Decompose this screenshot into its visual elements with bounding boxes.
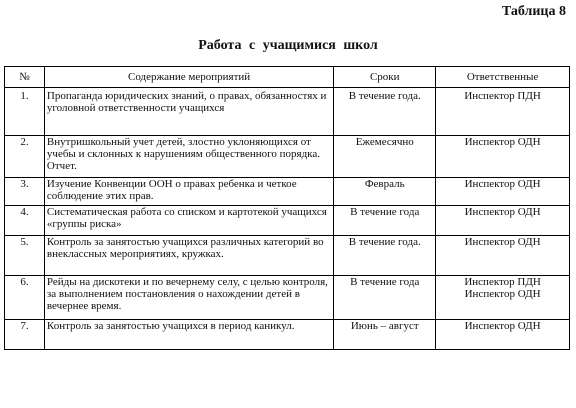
row-num: 2. bbox=[5, 136, 45, 178]
table-row bbox=[5, 206, 570, 236]
table-row bbox=[5, 236, 570, 276]
row-dates: В течение года. bbox=[334, 88, 436, 136]
row-content: Контроль за занятостью учащихся в период каникул. bbox=[44, 320, 333, 350]
row-responsible: Инспектор ОДН bbox=[436, 178, 570, 206]
row-responsible: Инспектор ОДН bbox=[436, 206, 570, 236]
header-num: № bbox=[5, 67, 45, 88]
row-responsible: Инспектор ПДН bbox=[436, 88, 570, 136]
row-content: Систематическая работа со списком и картотекой учащихся «группы риска» bbox=[44, 206, 333, 236]
row-content: Рейды на дискотеки и по вечернему селу, с целью контроля, за выполнением постановления о нахождении детей в вечернее время. bbox=[44, 276, 333, 320]
row-dates: Февраль bbox=[334, 178, 436, 206]
row-num: 4. bbox=[5, 206, 45, 236]
row-content: Изучение Конвенции ООН о правах ребенка и четкое соблюдение этих прав. bbox=[44, 178, 333, 206]
table-row bbox=[5, 88, 570, 136]
row-dates: В течение года bbox=[334, 206, 436, 236]
row-num: 5. bbox=[5, 236, 45, 276]
row-dates: Июнь – август bbox=[334, 320, 436, 350]
header-dates: Сроки bbox=[334, 67, 436, 88]
row-num: 1. bbox=[5, 88, 45, 136]
row-content: Пропаганда юридических знаний, о правах, обязанностях и уголовной ответственности учащихся bbox=[44, 88, 333, 136]
row-num: 3. bbox=[5, 178, 45, 206]
row-content: Контроль за занятостью учащихся различных категорий во внеклассных мероприятиях, кружках. bbox=[44, 236, 333, 276]
row-content: Внутришкольный учет детей, злостно уклоняющихся от учебы и склонных к нарушениям общественного порядка. Отчет. bbox=[44, 136, 333, 178]
table-row bbox=[5, 276, 570, 320]
row-dates: В течение года bbox=[334, 276, 436, 320]
header-responsible: Ответственные bbox=[436, 67, 570, 88]
header-content: Содержание мероприятий bbox=[44, 67, 333, 88]
row-num: 7. bbox=[5, 320, 45, 350]
row-dates: В течение года. bbox=[334, 236, 436, 276]
row-dates: Ежемесячно bbox=[334, 136, 436, 178]
table-row bbox=[5, 320, 570, 350]
table-row bbox=[5, 178, 570, 206]
row-responsible: Инспектор ОДН bbox=[436, 136, 570, 178]
row-responsible: Инспектор ПДН Инспектор ОДН bbox=[436, 276, 570, 320]
activities-table bbox=[4, 66, 570, 350]
table-number: Таблица 8 bbox=[501, 4, 566, 19]
document-title: Работа с учащимися школ bbox=[198, 38, 378, 53]
row-responsible: Инспектор ОДН bbox=[436, 236, 570, 276]
table-row bbox=[5, 136, 570, 178]
row-num: 6. bbox=[5, 276, 45, 320]
row-responsible: Инспектор ОДН bbox=[436, 320, 570, 350]
table-header-row bbox=[5, 67, 570, 88]
